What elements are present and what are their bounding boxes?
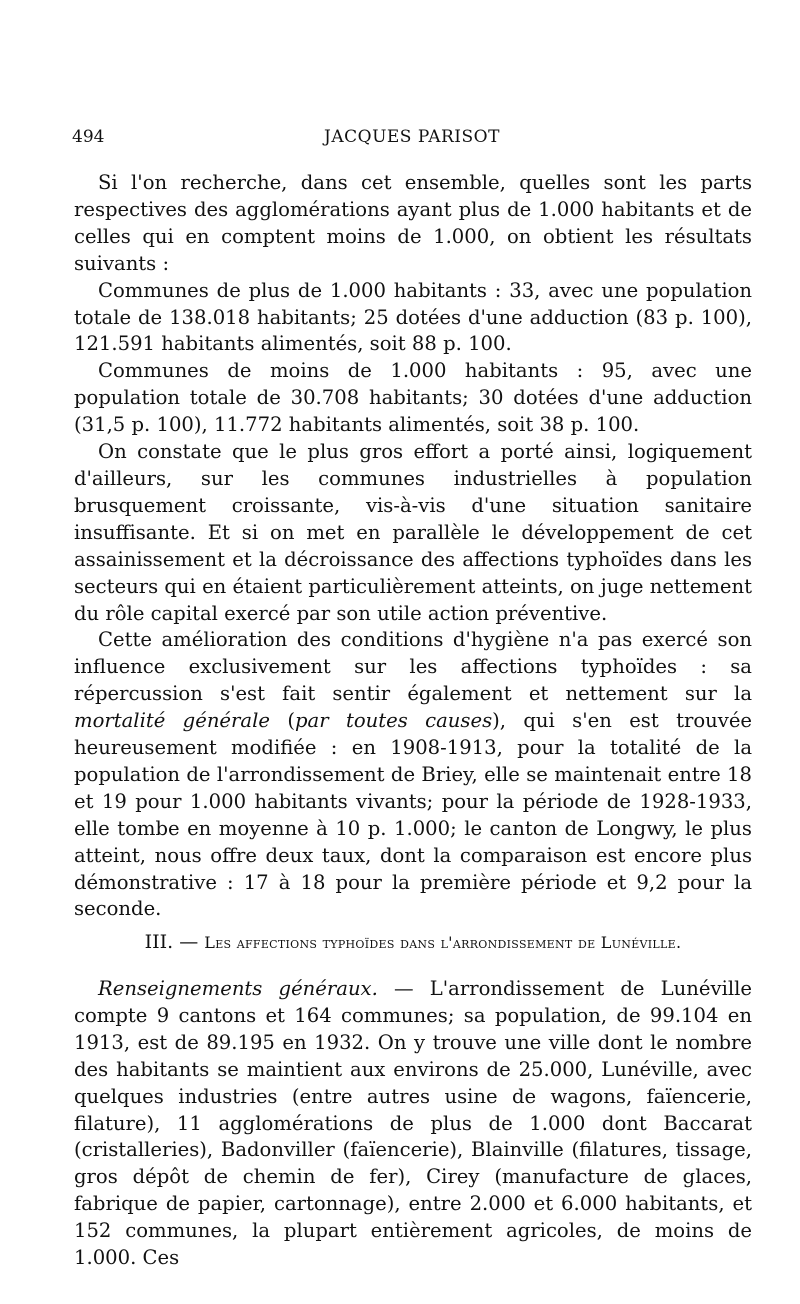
running-title: JACQUES PARISOT xyxy=(324,127,500,147)
section-heading xyxy=(74,930,752,955)
paragraph-mortality-text: Cette amélioration des conditions d'hygiène n'a pas exercé son influence exclusivement sur les affections typhoïdes : sa répercussion s'est fait sentir également et nettement sur la xyxy=(74,628,752,706)
paragraph-large-communes: Communes de plus de 1.000 habitants : 33, avec une population totale de 138.018 habitants; 25 dotées d'une adduction (83 p. 100), 121.591 habitants alimentés, soit 88 p. 100. xyxy=(74,278,752,356)
paragraph-mortality xyxy=(74,627,752,923)
section-body xyxy=(74,976,752,1272)
paragraph-general-info xyxy=(74,976,752,1272)
italic-par-toutes-causes: par toutes causes xyxy=(294,709,493,733)
paren-open: ( xyxy=(269,709,295,733)
paragraph-mortality-rest: ), qui s'en est trouvée heureusement modifiée : en 1908-1913, pour la totalité de la population de l'arrondissement de Briey, elle se maintenait entre 18 et 19 pour 1.000 habitants vivants; pour la période de 1928-1933, elle tombe en moyenne à 10 p. 1.000; le canton de Longwy, le plus atteint, nous offre deux taux, dont la comparaison est encore plus démonstrative : 17 à 18 pour la première période et 9,2 pour la seconde. xyxy=(74,709,753,921)
paragraph-conclusion: On constate que le plus gros effort a porté ainsi, logiquement d'ailleurs, sur les communes industrielles à population brusquement croissante, vis-à-vis d'une situation sanitaire insuffisante. Et si on met en parallèle le développement de cet assainissement et la décroissance des affections typhoïdes dans les secteurs qui en étaient particulièrement atteints, on juge nettement du rôle capital exercé par son utile action préventive. xyxy=(74,440,752,625)
paragraph-general-info-text: — L'arrondissement de Lunéville compte 9 cantons et 164 communes; sa population, de 99.104 en 1913, est de 89.195 en 1932. On y trouve une ville dont le nombre des habitants se maintient aux environs de 25.000, Lunéville, avec quelques industries (entre autres usine de wagons, faïencerie, filature), 11 agglomérations de plus de 1.000 dont Baccarat (cristalleries), Badonviller (faïencerie), Blainville (filatures, tissage, gros dépôt de chemin de fer), Cirey (manufacture de glaces, fabrique de papier, cartonnage), entre 2.000 et 6.000 habitants, et 152 communes, la plupart entièrement agricoles, de moins de 1.000. Ces xyxy=(74,977,752,1270)
section-number: III. — xyxy=(144,931,205,953)
page-number: 494 xyxy=(72,127,105,147)
section-title: Les affections typhoïdes dans l'arrondissement de Lunéville. xyxy=(204,933,682,952)
italic-mortalite-generale: mortalité générale xyxy=(74,709,270,733)
page-header xyxy=(72,126,752,148)
paragraph-intro: Si l'on recherche, dans cet ensemble, quelles sont les parts respectives des agglomérations ayant plus de 1.000 habitants et de celles qui en comptent moins de 1.000, on obtient les résultats suivants : xyxy=(74,171,752,275)
body-text-block xyxy=(74,170,752,923)
italic-renseignements-generaux: Renseignements généraux. xyxy=(98,977,378,1000)
paragraph-small-communes: Communes de moins de 1.000 habitants : 95, avec une population totale de 30.708 habitants; 30 dotées d'une adduction (31,5 p. 100), 11.772 habitants alimentés, soit 38 p. 100. xyxy=(74,359,752,437)
